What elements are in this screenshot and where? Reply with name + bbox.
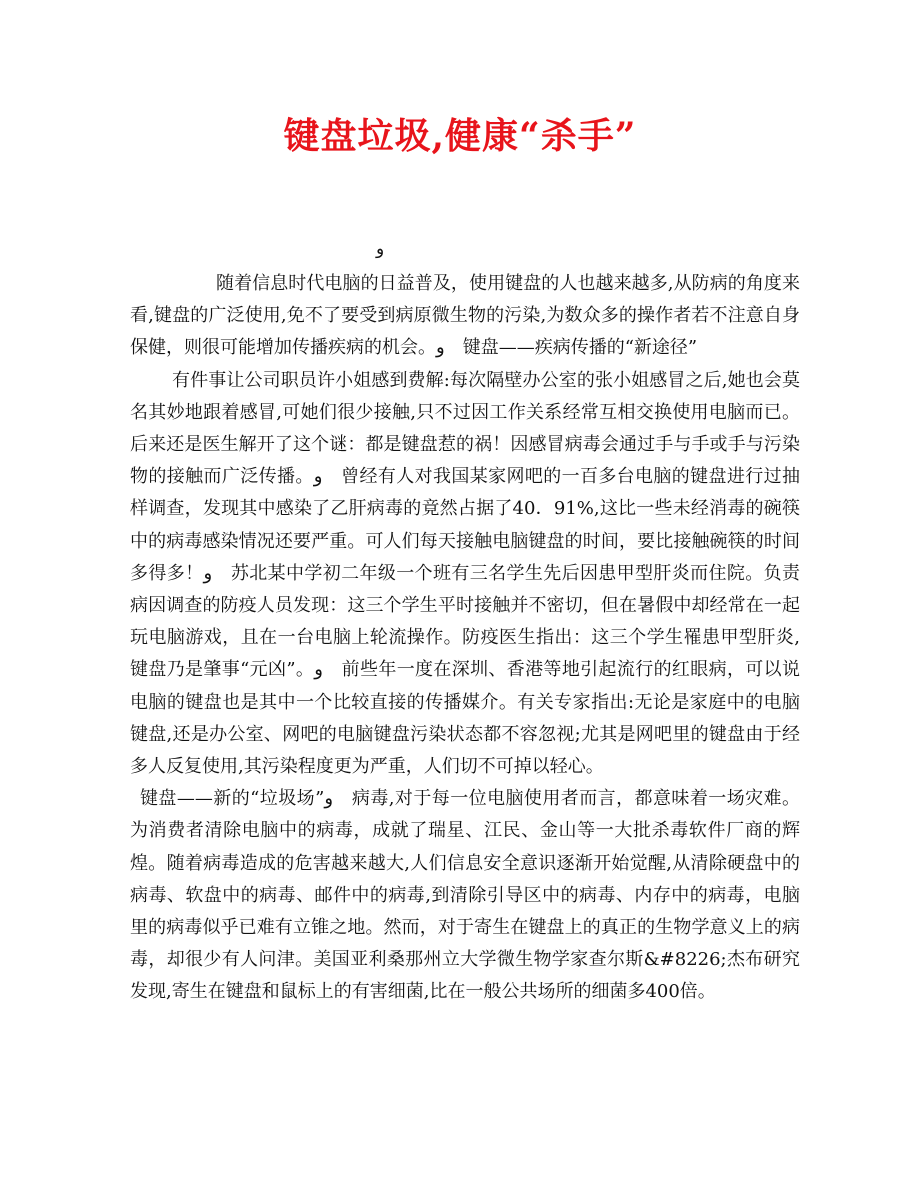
document-title: 键盘垃圾,健康“杀手” — [283, 115, 637, 157]
document-body — [130, 268, 800, 1009]
paragraph-2: 有件事让公司职员许小姐感到费解:每次隔壁办公室的张小姐感冒之后,她也会莫名其妙地跟着感冒,可她们很少接触,只不过因工作关系经常互相交换使用电脑而已。后来还是医生解开了这个谜：都是键盘惹的祸！因感冒病毒会通过手与手或手与污染物的接触而广泛传播。و 曾经有人对我国某家网吧的一百多台电脑的键盘进行过抽样调查，发现其中感染了乙肝病毒的竟然占据了40．91%,这比一些未经消毒的碗筷中的病毒感染情况还要严重。可人们每天接触电脑键盘的时间，要比接触碗筷的时间多得多！و 苏北某中学初二年级一个班有三名学生先后因患甲型肝炎而住院。负责病因调查的防疫人员发现：这三个学生平时接触并不密切，但在暑假中却经常在一起玩电脑游戏，且在一台电脑上轮流操作。防疫医生指出：这三个学生罹患甲型肝炎,键盘乃是肇事“元凶”。و 前些年一度在深圳、香港等地引起流行的红眼病，可以说电脑的键盘也是其中一个比较直接的传播媒介。有关专家指出:无论是家庭中的电脑键盘,还是办公室、网吧的电脑键盘污染状态都不容忽视;尤其是网吧里的键盘由于经多人反复使用,其污染程度更为严重，人们切不可掉以轻心。 — [130, 369, 801, 778]
paragraph-marker: و — [376, 239, 385, 259]
paragraph-3: 键盘——新的“垃圾场”و 病毒,对于每一位电脑使用者而言，都意味着一场灾难。为消费者清除电脑中的病毒，成就了瑞星、江民、金山等一大批杀毒软件厂商的辉煌。随着病毒造成的危害越来越大,人们信息安全意识逐渐开始觉醒,从清除硬盘中的病毒、软盘中的病毒、邮件中的病毒,到清除引导区中的病毒、内存中的病毒，电脑里的病毒似乎已难有立锥之地。然而，对于寄生在键盘上的真正的生物学意义上的病毒，却很少有人问津。美国亚利桑那州立大学微生物学家查尔斯&#8226;杰布研究发现,寄生在键盘和鼠标上的有害细菌,比在一般公共场所的细菌多400倍。 — [130, 788, 800, 1003]
paragraph-1: 随着信息时代电脑的日益普及，使用键盘的人也越来越多,从防病的角度来看,键盘的广泛使用,免不了要受到病原微生物的污染,为数众多的操作者若不注意自身保健，则很可能增加传播疾病的机会。و 键盘——疾病传播的“新途径” — [130, 273, 800, 359]
